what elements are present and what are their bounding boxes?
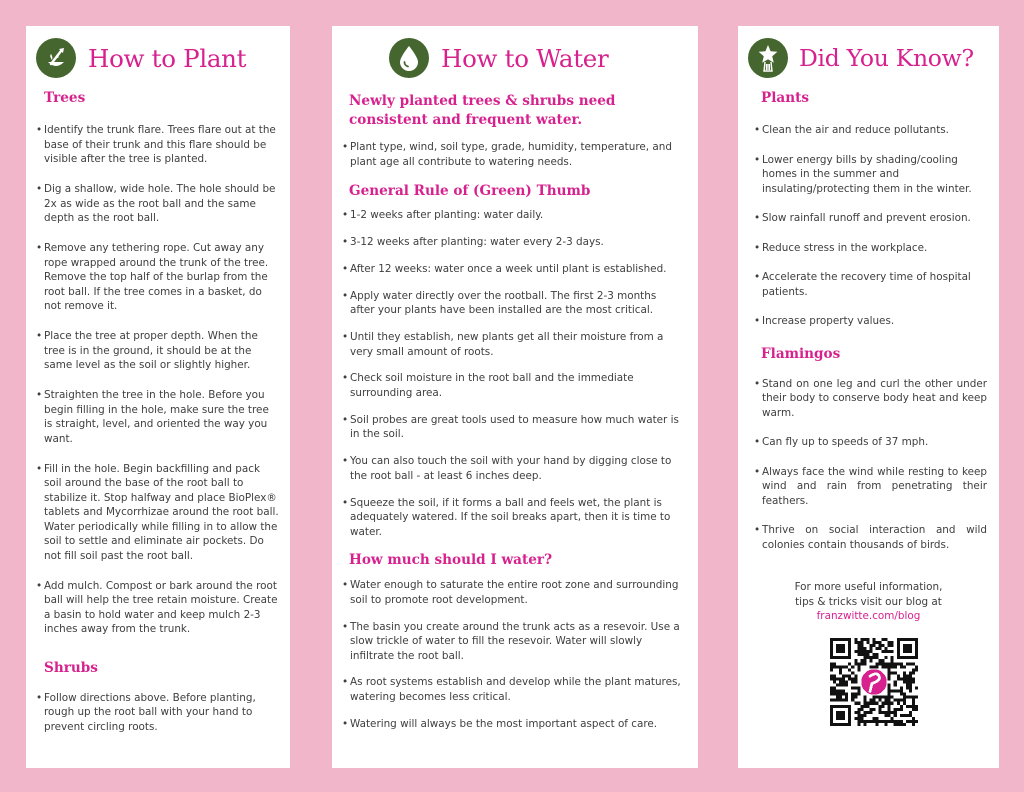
water-title: How to Water [441,43,609,73]
list-item: • Watering will always be the most important aspect of care. [342,717,684,732]
intro-heading: Newly planted trees & shrubs need consistent and frequent water. [349,93,616,128]
list-item: • Accelerate the recovery time of hospital patients. [754,270,987,299]
know-title: Did You Know? [799,44,974,72]
list-item: • Lower energy bills by shading/cooling homes in the summer and insulating/protecting them in the winter. [754,153,987,197]
list-item: • Add mulch. Compost or bark around the root ball will help the tree retain moisture. Create a basin to hold water and keep mulch 2-3 inches away from the trunk. [36,579,280,637]
how-to-plant-panel [26,26,290,768]
list-item: • Apply water directly over the rootball. The first 2-3 months after your plants have been installed are the most critical. [342,289,684,318]
know-content [754,88,987,552]
star-trophy-icon [748,38,788,78]
list-item: • 3-12 weeks after planting: water every 2-3 days. [342,235,684,250]
list-item: • Identify the trunk flare. Trees flare out at the base of their trunk and this flare should be visible after the tree is planted. [36,123,280,167]
list-item: • Check soil moisture in the root ball and the immediate surrounding area. [342,371,684,400]
water-content [342,88,684,731]
plant-title: How to Plant [88,43,247,73]
rule-list [342,208,684,539]
footer-line-2: tips & tricks visit our blog at [795,595,942,608]
list-item: • Soil probes are great tools used to measure how much water is in the soil. [342,413,684,442]
water-header [389,38,690,78]
list-item: • Fill in the hole. Begin backfilling and pack soil around the base of the root ball to stabilize it. Stop halfway and place BioPlex® tablets and Mycorrhizae around the root ball. Water periodically while filling in to allow the soil to settle and eliminate air pockets. Do not fill soil past the root ball. [36,462,280,564]
list-item: • Increase property values. [754,314,987,329]
qr-code-icon[interactable] [830,638,918,726]
plants-list [754,123,987,329]
list-item: • Squeeze the soil, if it forms a ball and feels wet, the plant is adequately watered. If the soil breaks apart, then it is time to water. [342,496,684,540]
much-list [342,578,684,731]
footer-line-1: For more useful information, [794,581,943,593]
list-item: • Dig a shallow, wide hole. The hole should be 2x as wide as the root ball and the same depth as the root ball. [36,182,280,226]
list-item: • Slow rainfall runoff and prevent erosion. [754,211,987,226]
trees-heading: Trees [44,90,86,106]
shovel-plant-icon [36,38,76,78]
list-item: • As root systems establish and develop while the plant matures, watering becomes less critical. [342,675,684,704]
much-heading: How much should I water? [349,552,553,569]
list-item: • You can also touch the soil with your hand by digging close to the root ball - at least 6 inches deep. [342,454,684,483]
list-item: • Always face the wind while resting to keep wind and rain from penetrating their feathers. [754,465,987,509]
list-item: • Straighten the tree in the hole. Before you begin filling in the hole, make sure the tree is straight, level, and oriented the way you want. [36,388,280,446]
list-item: • Reduce stress in the workplace. [754,241,987,256]
plant-header [36,38,282,78]
shrubs-heading: Shrubs [44,659,98,676]
list-item: • After 12 weeks: water once a week until plant is established. [342,262,684,277]
blog-footer [748,580,989,624]
plant-content [36,88,280,734]
list-item: • Until they establish, new plants get all their moisture from a very small amount of roots. [342,330,684,359]
trees-list [36,123,280,637]
list-item: • Stand on one leg and curl the other under their body to conserve body heat and keep warm. [754,377,987,421]
list-item: • Thrive on social interaction and wild colonies contain thousands of birds. [754,523,987,552]
list-item: • 1-2 weeks after planting: water daily. [342,208,684,223]
blog-link[interactable]: franzwitte.com/blog [816,610,921,622]
rule-heading: General Rule of (Green) Thumb [349,183,591,199]
list-item: • Water enough to saturate the entire root zone and surrounding soil to promote root development. [342,578,684,607]
flamingos-list [754,377,987,553]
list-item: • Remove any tethering rope. Cut away any rope wrapped around the trunk of the tree. Remove the top half of the burlap from the root ball. If the tree comes in a basket, do not remove it. [36,241,280,314]
water-drop-icon [389,38,429,78]
list-item: • Clean the air and reduce pollutants. [754,123,987,138]
plants-heading: Plants [761,90,810,106]
list-item: • Plant type, wind, soil type, grade, humidity, temperature, and plant age all contribute to watering needs. [342,140,684,169]
intro-list [342,140,684,169]
flamingos-heading: Flamingos [761,345,841,362]
how-to-water-panel [332,26,698,768]
list-item: • The basin you create around the trunk acts as a resevoir. Use a slow trickle of water to fill the resevoir. Water will slowly infiltrate the root ball. [342,620,684,664]
shrubs-list [36,691,280,735]
did-you-know-panel [738,26,999,768]
list-item: • Follow directions above. Before planting, rough up the root ball with your hand to prevent circling roots. [36,691,280,735]
list-item: • Place the tree at proper depth. When the tree is in the ground, it should be at the same level as the soil or slightly higher. [36,329,280,373]
know-header [748,38,991,78]
list-item: • Can fly up to speeds of 37 mph. [754,435,987,450]
